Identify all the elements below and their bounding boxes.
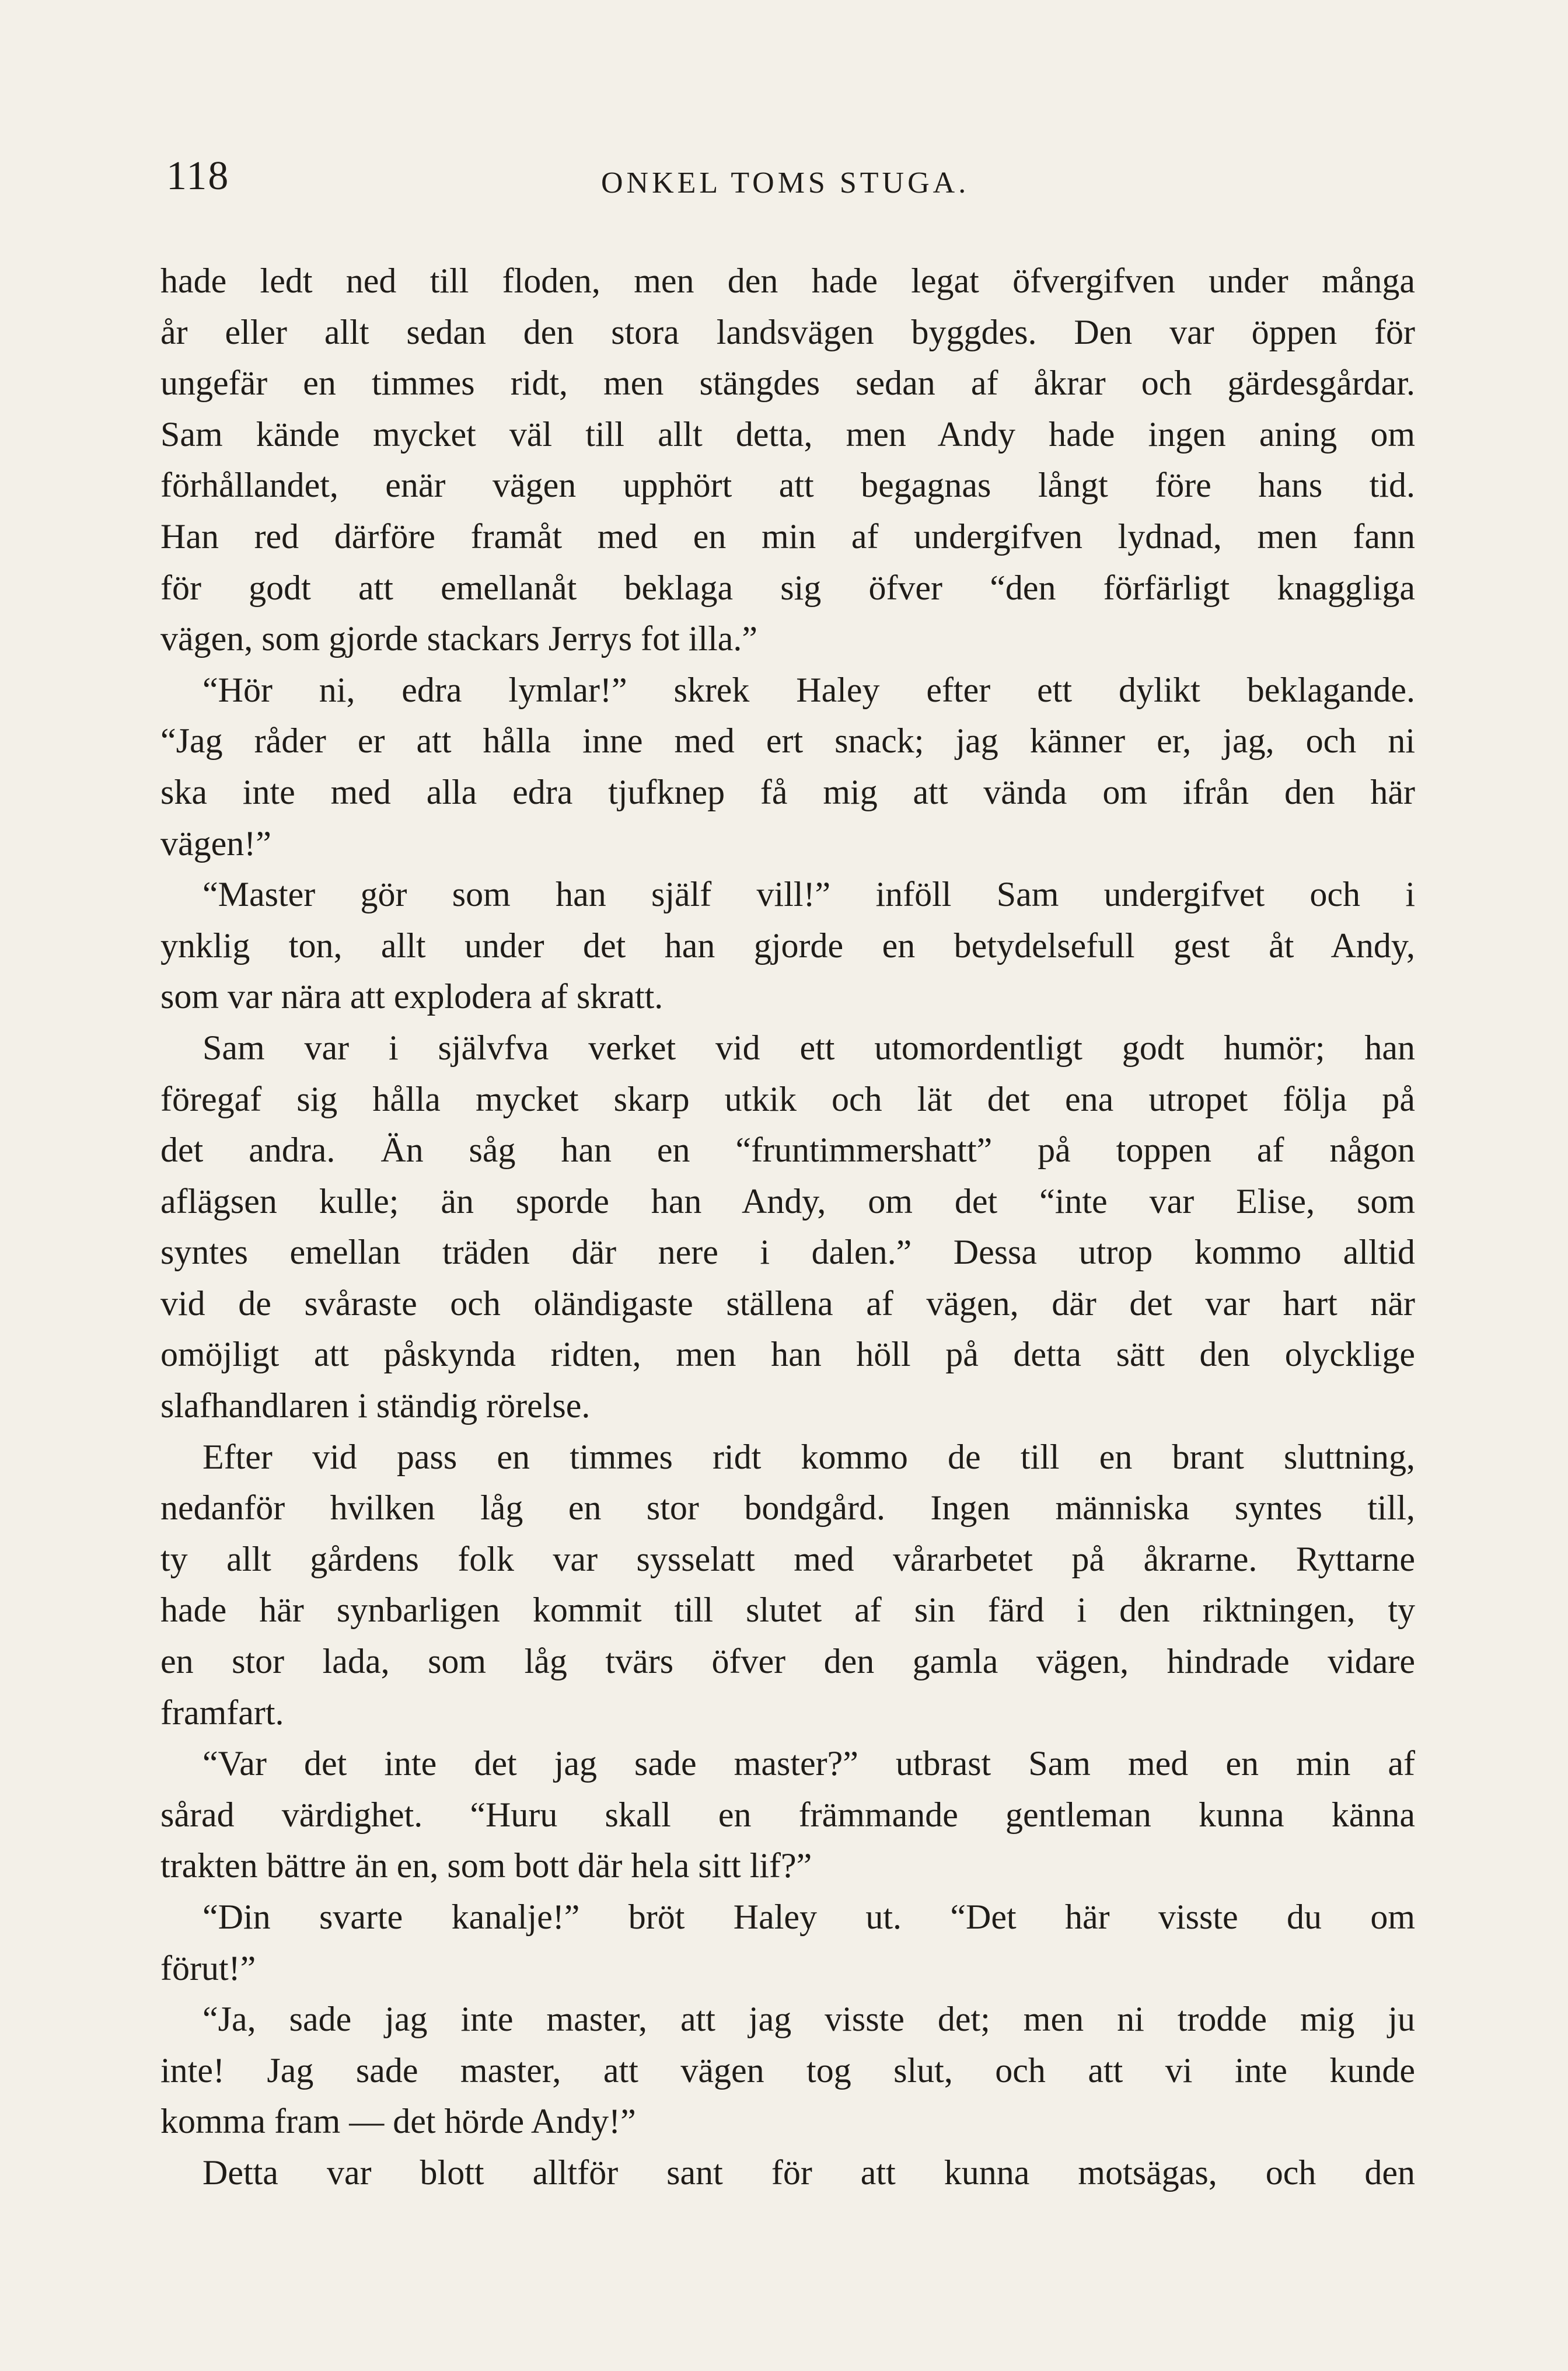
text-line: ynklig ton, allt under det han gjorde en betydelsefull gest åt Andy, xyxy=(160,926,1415,965)
text-line: “Master gör som han själf vill!” inföll Sam undergifvet och i xyxy=(202,875,1415,914)
text-line: ska inte med alla edra tjufknep få mig att vända om ifrån den här xyxy=(160,772,1415,811)
text-line: hade här synbarligen kommit till slutet af sin färd i den riktningen, ty xyxy=(160,1591,1415,1630)
page-header xyxy=(160,153,1415,205)
text-line: förut!” xyxy=(160,1948,256,1988)
text-line: slafhandlaren i ständig rörelse. xyxy=(160,1386,591,1425)
text-line: Han red därföre framåt med en min af undergifven lydnad, men fann xyxy=(160,517,1415,556)
text-line: vägen, som gjorde stackars Jerrys fot illa.” xyxy=(160,619,758,658)
body-text xyxy=(160,256,1415,2199)
text-line: aflägsen kulle; än sporde han Andy, om det “inte var Elise, som xyxy=(160,1181,1415,1221)
text-line: nedanför hvilken låg en stor bondgård. Ingen människa syntes till, xyxy=(160,1488,1415,1528)
text-line: inte! Jag sade master, att vägen tog slut, och att vi inte kunde xyxy=(160,2051,1415,2090)
text-line: för godt att emellanåt beklaga sig öfver “den förfärligt knaggliga xyxy=(160,568,1415,607)
text-line: föregaf sig hålla mycket skarp utkik och lät det ena utropet följa på xyxy=(160,1079,1415,1118)
text-line: Efter vid pass en timmes ridt kommo de till en brant sluttning, xyxy=(202,1437,1415,1476)
text-line: sårad värdighet. “Huru skall en främmande gentleman kunna känna xyxy=(160,1795,1415,1834)
text-line: trakten bättre än en, som bott där hela sitt lif?” xyxy=(160,1846,812,1885)
text-line: “Jag råder er att hålla inne med ert snack; jag känner er, jag, och ni xyxy=(160,721,1415,761)
text-line: vägen!” xyxy=(160,824,271,863)
text-line: “Hör ni, edra lymlar!” skrek Haley efter ett dylikt beklagande. xyxy=(202,670,1415,709)
text-line: Sam var i självfva verket vid ett utomordentligt godt humör; han xyxy=(202,1028,1415,1067)
text-line: komma fram — det hörde Andy!” xyxy=(160,2102,636,2141)
text-line: hade ledt ned till floden, men den hade legat öfvergifven under många xyxy=(160,261,1415,300)
text-line: förhållandet, enär vägen upphört att begagnas långt före hans tid. xyxy=(160,466,1415,505)
text-line: som var nära att explodera af skratt. xyxy=(160,977,663,1016)
text-line: “Ja, sade jag inte master, att jag visste det; men ni trodde mig ju xyxy=(202,2000,1415,2039)
text-line: syntes emellan träden där nere i dalen.” Dessa utrop kommo alltid xyxy=(160,1233,1415,1272)
text-line: Sam kände mycket väl till allt detta, men Andy hade ingen aning om xyxy=(160,414,1415,454)
page-number: 118 xyxy=(166,154,230,198)
text-line: en stor lada, som låg tvärs öfver den gamla vägen, hindrade vidare xyxy=(160,1642,1415,1681)
text-line: framfart. xyxy=(160,1693,284,1732)
text-line: omöjligt att påskynda ridten, men han höll på detta sätt den olycklige xyxy=(160,1335,1415,1374)
text-line: år eller allt sedan den stora landsvägen byggdes. Den var öppen för xyxy=(160,312,1415,351)
text-line: “Din svarte kanalje!” bröt Haley ut. “Det här visste du om xyxy=(202,1898,1415,1936)
text-line: vid de svåraste och oländigaste ställena af vägen, där det var hart när xyxy=(160,1284,1415,1323)
text-line: ungefär en timmes ridt, men stängdes sedan af åkrar och gärdesgårdar. xyxy=(160,364,1415,403)
text-line: “Var det inte det jag sade master?” utbrast Sam med en min af xyxy=(202,1744,1415,1783)
running-title: ONKEL TOMS STUGA. xyxy=(601,166,970,200)
text-line: Detta var blott alltför sant för att kunna motsägas, och den xyxy=(202,2153,1415,2192)
text-line: ty allt gårdens folk var sysselatt med vårarbetet på åkrarne. Ryttarne xyxy=(160,1539,1415,1578)
text-line: det andra. Än såg han en “fruntimmershatt” på toppen af någon xyxy=(160,1131,1415,1170)
